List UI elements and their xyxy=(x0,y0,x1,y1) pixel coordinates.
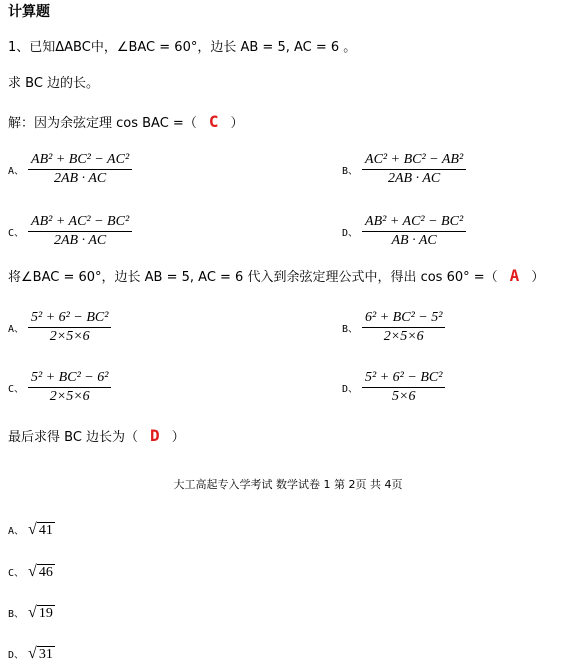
step2-suffix: ） xyxy=(531,270,545,285)
question-line-given: 1、已知ΔABC中，∠BAC = 60°，边长 AB = 5, AC = 6 。 xyxy=(8,40,357,55)
fraction xyxy=(362,152,466,187)
numerator: 5² + 6² − BC² xyxy=(365,370,443,385)
step3-suffix: ） xyxy=(171,430,185,445)
fraction xyxy=(28,310,111,345)
option-label: C、 xyxy=(8,384,25,395)
final-option-d[interactable] xyxy=(8,644,55,663)
section-title: 计算题 xyxy=(8,4,50,20)
step2-option-a[interactable] xyxy=(8,310,111,345)
denominator: 2AB · AC xyxy=(53,233,107,248)
option-label: A、 xyxy=(8,324,25,335)
radical-sign: √ xyxy=(28,521,37,538)
option-label: C、 xyxy=(8,228,25,239)
step2-answer: A xyxy=(509,266,520,285)
numerator: AB² + BC² − AC² xyxy=(31,152,130,167)
step2-option-b[interactable] xyxy=(342,310,445,345)
denominator: AB · AC xyxy=(391,233,437,248)
denominator: 2×5×6 xyxy=(383,329,424,344)
option-label: D、 xyxy=(342,228,359,239)
fraction xyxy=(28,214,132,249)
numerator: 6² + BC² − 5² xyxy=(365,310,443,325)
option-label: D、 xyxy=(342,384,359,395)
denominator: 2AB · AC xyxy=(387,171,441,186)
sqrt-expression xyxy=(28,644,55,663)
option-label: A、 xyxy=(8,526,25,537)
step2-option-d[interactable] xyxy=(342,370,445,405)
option-label: B、 xyxy=(8,609,25,620)
sqrt-expression xyxy=(28,562,55,581)
denominator: 2AB · AC xyxy=(53,171,107,186)
final-option-a[interactable] xyxy=(8,520,55,539)
step2-prompt xyxy=(8,266,544,288)
numerator: AC² + BC² − AB² xyxy=(365,152,464,167)
page-footer: 大工高起专入学考试 数学试卷 1 第 2页 共 4页 xyxy=(173,478,403,491)
final-option-b[interactable] xyxy=(8,603,55,622)
fraction xyxy=(28,152,132,187)
fraction xyxy=(362,310,445,345)
step1-prefix: 解：因为余弦定理 cos BAC =（ xyxy=(8,116,197,131)
sqrt-expression xyxy=(28,520,55,539)
step1-option-d[interactable] xyxy=(342,214,466,249)
fraction xyxy=(362,370,445,405)
step3-prompt xyxy=(8,426,185,448)
step1-option-c[interactable] xyxy=(8,214,132,249)
final-option-c[interactable] xyxy=(8,562,55,581)
option-label: A、 xyxy=(8,166,25,177)
step1-option-b[interactable] xyxy=(342,152,466,187)
option-label: D、 xyxy=(8,650,25,661)
question-line-ask: 求 BC 边的长。 xyxy=(8,76,100,91)
option-label: B、 xyxy=(342,166,359,177)
radicand: 46 xyxy=(38,565,53,580)
radical-sign: √ xyxy=(28,604,37,621)
radical-sign: √ xyxy=(28,563,37,580)
step2-prefix: 将∠BAC = 60°，边长 AB = 5, AC = 6 代入到余弦定理公式中，得出 cos 60° =（ xyxy=(8,270,498,285)
step1-prompt xyxy=(8,112,243,134)
option-label: B、 xyxy=(342,324,359,335)
fraction xyxy=(362,214,466,249)
numerator: AB² + AC² − BC² xyxy=(365,214,464,229)
denominator: 5×6 xyxy=(392,389,416,404)
denominator: 2×5×6 xyxy=(49,389,90,404)
numerator: 5² + BC² − 6² xyxy=(31,370,109,385)
numerator: AB² + AC² − BC² xyxy=(31,214,130,229)
step1-answer: C xyxy=(208,112,219,131)
sqrt-expression xyxy=(28,603,55,622)
radicand: 41 xyxy=(38,523,53,538)
step1-option-a[interactable] xyxy=(8,152,132,187)
radicand: 19 xyxy=(38,606,53,621)
radical-sign: √ xyxy=(28,645,37,662)
step3-answer: D xyxy=(150,426,160,445)
denominator: 2×5×6 xyxy=(49,329,90,344)
step2-option-c[interactable] xyxy=(8,370,111,405)
numerator: 5² + 6² − BC² xyxy=(31,310,109,325)
radicand: 31 xyxy=(38,647,53,662)
step3-prefix: 最后求得 BC 边长为（ xyxy=(8,430,139,445)
fraction xyxy=(28,370,111,405)
step1-suffix: ） xyxy=(230,116,244,131)
option-label: C、 xyxy=(8,568,25,579)
